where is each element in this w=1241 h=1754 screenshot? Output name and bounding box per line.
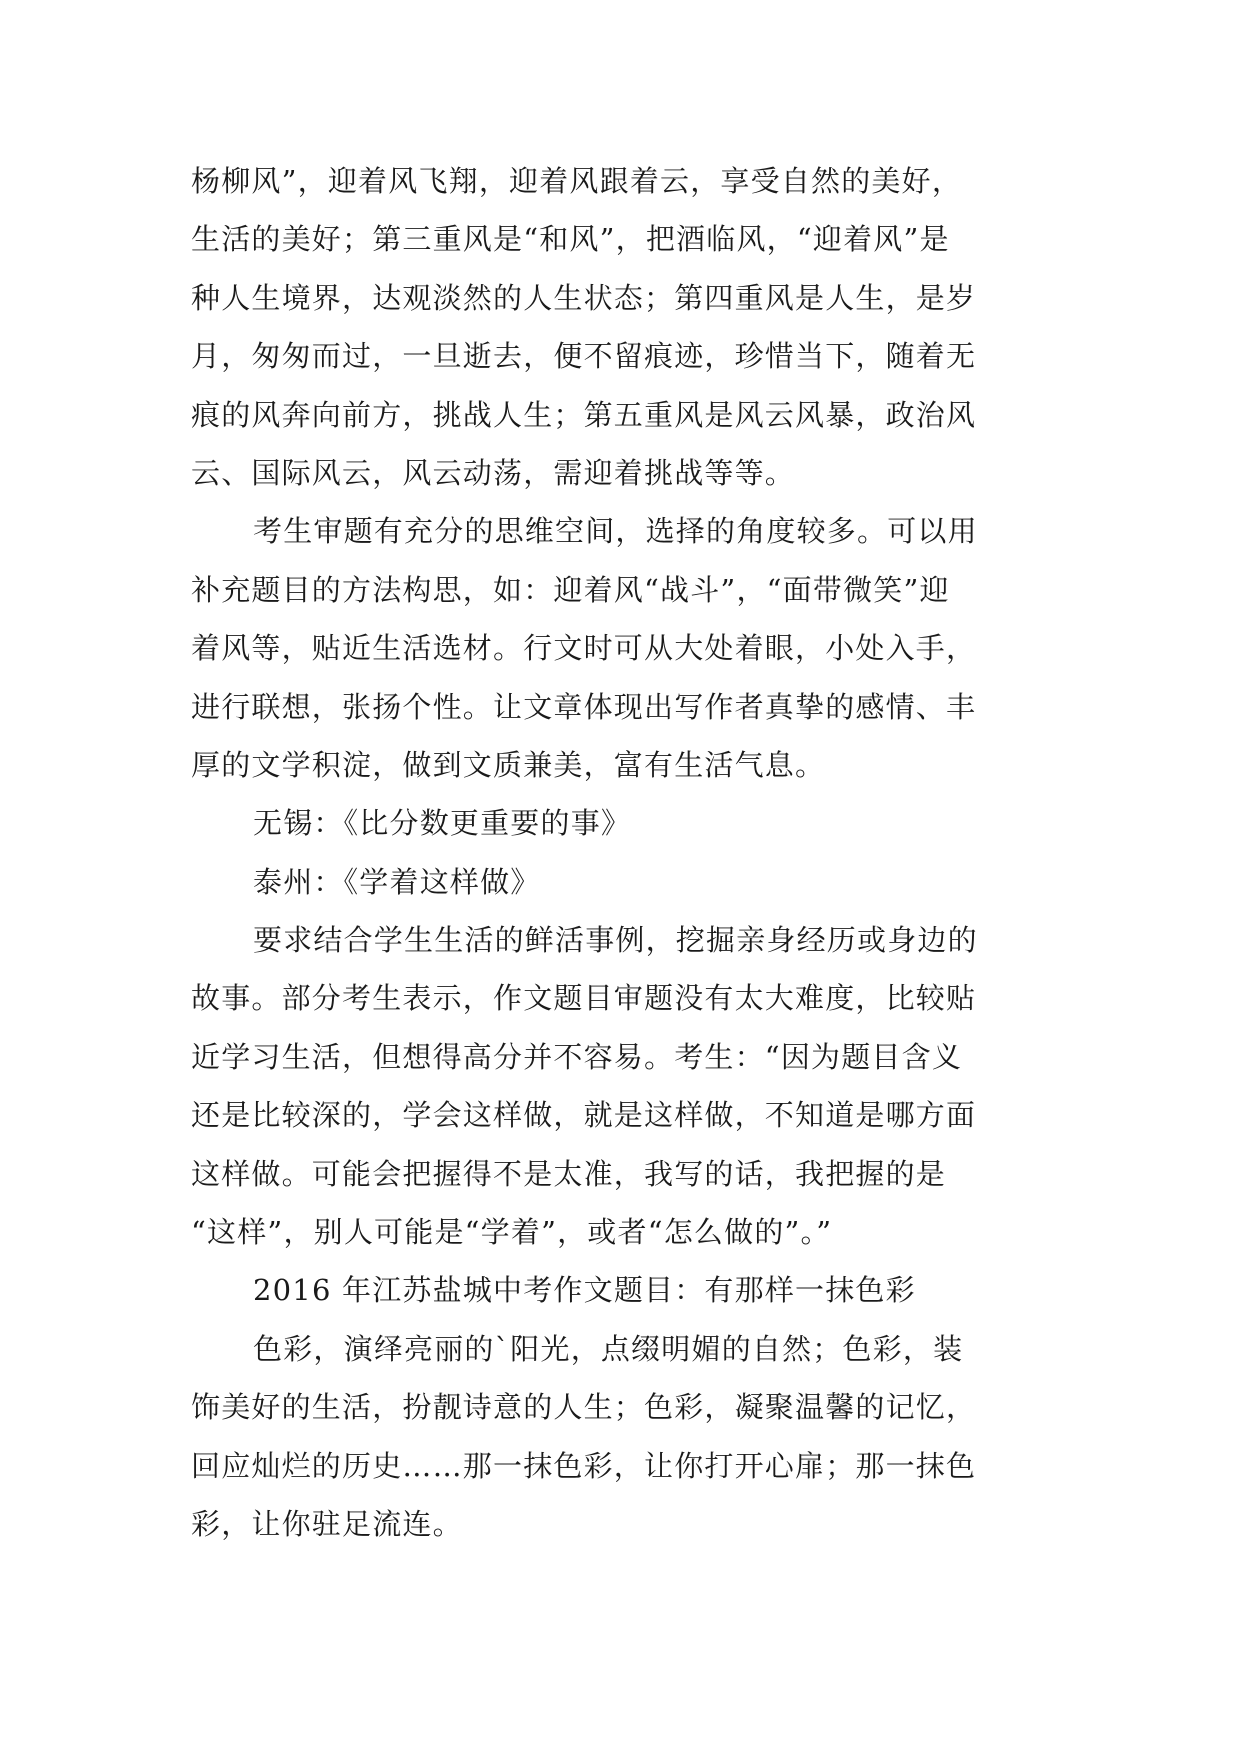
paragraph-start-line: 要求结合学生生活的鲜活事例，挖掘亲身经历或身边的 bbox=[253, 923, 978, 958]
text-line: 补充题目的方法构思，如：迎着风“战斗”，“面带微笑”迎 bbox=[191, 572, 950, 607]
essay-title-taizhou: 泰州：《学着这样做》 bbox=[253, 864, 541, 899]
text-line: 着风等，贴近生活选材。行文时可从大处着眼，小处入手， bbox=[191, 631, 977, 666]
text-line: 回应灿烂的历史……那一抹色彩，让你打开心扉；那一抹色 bbox=[191, 1448, 977, 1483]
text-line: 杨柳风”，迎着风飞翔，迎着风跟着云，享受自然的美好， bbox=[191, 164, 963, 198]
document-body bbox=[191, 152, 1071, 1553]
text-line: 故事。部分考生表示，作文题目审题没有太大难度，比较贴 bbox=[191, 981, 977, 1016]
essay-title-wuxi: 无锡：《比分数更重要的事》 bbox=[253, 806, 632, 841]
text-line: 饰美好的生活，扮靓诗意的人生；色彩，凝聚温馨的记忆， bbox=[191, 1390, 977, 1425]
paragraph-start-line: 色彩，演绎亮丽的`阳光，点缀明媚的自然；色彩，装 bbox=[253, 1331, 964, 1366]
text-line: 还是比较深的，学会这样做，就是这样做，不知道是哪方面 bbox=[191, 1098, 977, 1133]
text-line: 进行联想，张扬个性。让文章体现出写作者真挚的感情、丰 bbox=[191, 689, 977, 724]
section-heading-yancheng: 2016 年江苏盐城中考作文题目：有那样一抹色彩 bbox=[253, 1273, 916, 1308]
text-line: 近学习生活，但想得高分并不容易。考生：“因为题目含义 bbox=[191, 1039, 963, 1074]
paragraph-start-line: 考生审题有充分的思维空间，选择的角度较多。可以用 bbox=[253, 514, 978, 549]
text-line: 这样做。可能会把握得不是太准，我写的话，我把握的是 bbox=[191, 1156, 947, 1191]
text-line: 云、国际风云，风云动荡，需迎着挑战等等。 bbox=[191, 455, 796, 490]
text-line: 种人生境界，达观淡然的人生状态；第四重风是人生，是岁 bbox=[191, 280, 977, 315]
text-line: 痕的风奔向前方，挑战人生；第五重风是风云风暴，政治风 bbox=[191, 397, 977, 432]
text-line: 生活的美好；第三重风是“和风”，把酒临风，“迎着风”是 bbox=[191, 222, 950, 257]
text-line: 厚的文学积淀，做到文质兼美，富有生活气息。 bbox=[191, 747, 826, 782]
text-line: 彩，让你驻足流连。 bbox=[191, 1506, 463, 1541]
text-line: “这样”，别人可能是“学着”，或者“怎么做的”。” bbox=[191, 1215, 833, 1250]
text-line: 月，匆匆而过，一旦逝去，便不留痕迹，珍惜当下，随着无 bbox=[191, 339, 977, 374]
